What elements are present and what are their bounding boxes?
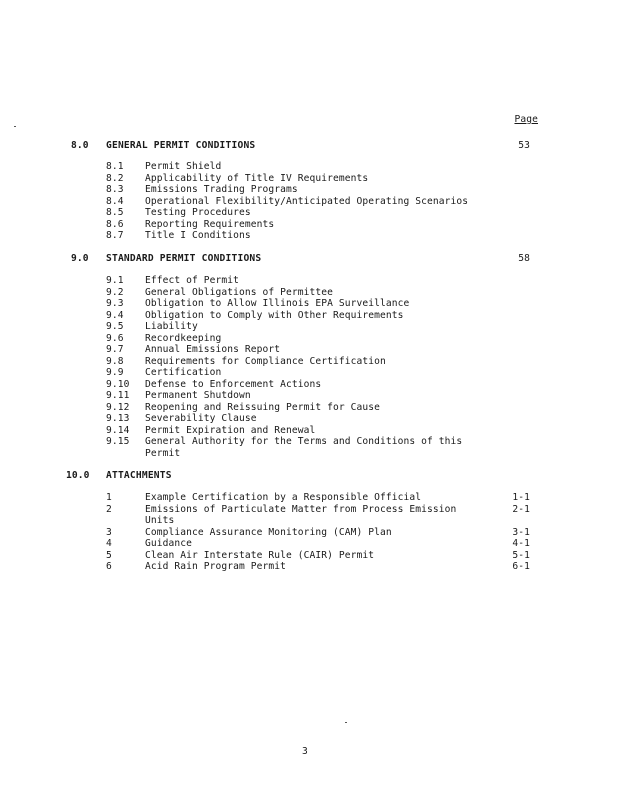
attachment-page: 2-1 xyxy=(512,503,530,515)
section-number: 9.0 xyxy=(71,253,89,264)
item-title: Certification xyxy=(145,367,222,378)
item-title: Operational Flexibility/Anticipated Operating Scenarios xyxy=(145,195,469,207)
item-title: Severability Clause xyxy=(145,413,257,424)
attachment-page: 1-1 xyxy=(512,492,530,503)
item-title: Title I Conditions xyxy=(145,230,251,241)
item-title: Requirements for Compliance Certification xyxy=(145,355,386,367)
attachment-number: 3 xyxy=(106,526,112,538)
attachment-title-continued: Units xyxy=(145,515,175,526)
item-title: Recordkeeping xyxy=(145,332,222,344)
item-title: General Authority for the Terms and Conditions of this xyxy=(145,436,463,447)
item-title: Annual Emissions Report xyxy=(145,344,281,355)
item-title: Applicability of Title IV Requirements xyxy=(145,172,369,184)
item-number: 9.7 xyxy=(106,344,124,355)
item-title: Defense to Enforcement Actions xyxy=(145,378,322,390)
item-number: 9.5 xyxy=(106,321,124,332)
attachment-title: Compliance Assurance Monitoring (CAM) Plan xyxy=(145,526,392,538)
attachment-number: 4 xyxy=(106,538,112,549)
page-number: 3 xyxy=(302,746,308,757)
scan-speck xyxy=(345,722,347,723)
attachment-number: 1 xyxy=(106,492,112,503)
item-number: 8.2 xyxy=(106,172,124,184)
item-number: 8.3 xyxy=(106,184,124,195)
item-title: Obligation to Allow Illinois EPA Surveillance xyxy=(145,298,410,309)
item-number: 9.11 xyxy=(106,390,130,401)
section-title: GENERAL PERMIT CONDITIONS xyxy=(106,140,256,151)
item-title: Liability xyxy=(145,321,198,332)
item-title: General Obligations of Permittee xyxy=(145,286,334,298)
item-number: 8.4 xyxy=(106,195,124,207)
attachment-number: 5 xyxy=(106,549,112,561)
item-number: 9.4 xyxy=(106,309,124,321)
item-title: Reopening and Reissuing Permit for Cause xyxy=(145,401,381,413)
item-title: Obligation to Comply with Other Requirements xyxy=(145,309,404,321)
item-title: Testing Procedures xyxy=(145,207,251,218)
attachment-page: 4-1 xyxy=(512,538,530,549)
section-number: 8.0 xyxy=(71,140,89,151)
item-number: 8.1 xyxy=(106,161,124,172)
item-number: 9.14 xyxy=(106,424,130,436)
scan-speck xyxy=(14,126,16,127)
item-number: 8.5 xyxy=(106,207,124,218)
item-number: 9.13 xyxy=(106,413,130,424)
attachment-title: Clean Air Interstate Rule (CAIR) Permit xyxy=(145,549,375,561)
item-title: Emissions Trading Programs xyxy=(145,184,298,195)
item-number: 8.6 xyxy=(106,218,124,230)
attachment-title: Acid Rain Program Permit xyxy=(145,561,287,572)
item-title: Permit Shield xyxy=(145,161,222,172)
item-number: 9.15 xyxy=(106,436,130,447)
item-number: 9.1 xyxy=(106,275,124,286)
item-title: Reporting Requirements xyxy=(145,218,275,230)
item-number: 9.2 xyxy=(106,286,124,298)
attachment-title: Guidance xyxy=(145,538,193,549)
section-number: 10.0 xyxy=(66,470,90,481)
item-number: 8.7 xyxy=(106,230,124,241)
item-title: Effect of Permit xyxy=(145,275,240,286)
item-number: 9.10 xyxy=(106,378,130,390)
attachment-number: 2 xyxy=(106,503,112,515)
section-title: ATTACHMENTS xyxy=(106,470,172,481)
attachment-page: 5-1 xyxy=(512,549,530,561)
item-title-continued: Permit xyxy=(145,447,181,459)
item-number: 9.9 xyxy=(106,367,124,378)
item-number: 9.6 xyxy=(106,332,124,344)
attachment-title: Example Certification by a Responsible Official xyxy=(145,492,422,503)
attachment-page: 6-1 xyxy=(512,561,530,572)
attachment-number: 6 xyxy=(106,561,112,572)
page-column-header: Page xyxy=(514,114,538,125)
attachment-page: 3-1 xyxy=(512,526,530,538)
item-number: 9.3 xyxy=(106,298,124,309)
attachment-title: Emissions of Particulate Matter from Process Emission xyxy=(145,503,457,515)
item-number: 9.8 xyxy=(106,355,124,367)
item-title: Permanent Shutdown xyxy=(145,390,251,401)
section-title: STANDARD PERMIT CONDITIONS xyxy=(106,253,262,264)
section-page: 58 xyxy=(518,253,530,264)
item-number: 9.12 xyxy=(106,401,130,413)
item-title: Permit Expiration and Renewal xyxy=(145,424,316,436)
section-page: 53 xyxy=(518,140,530,151)
